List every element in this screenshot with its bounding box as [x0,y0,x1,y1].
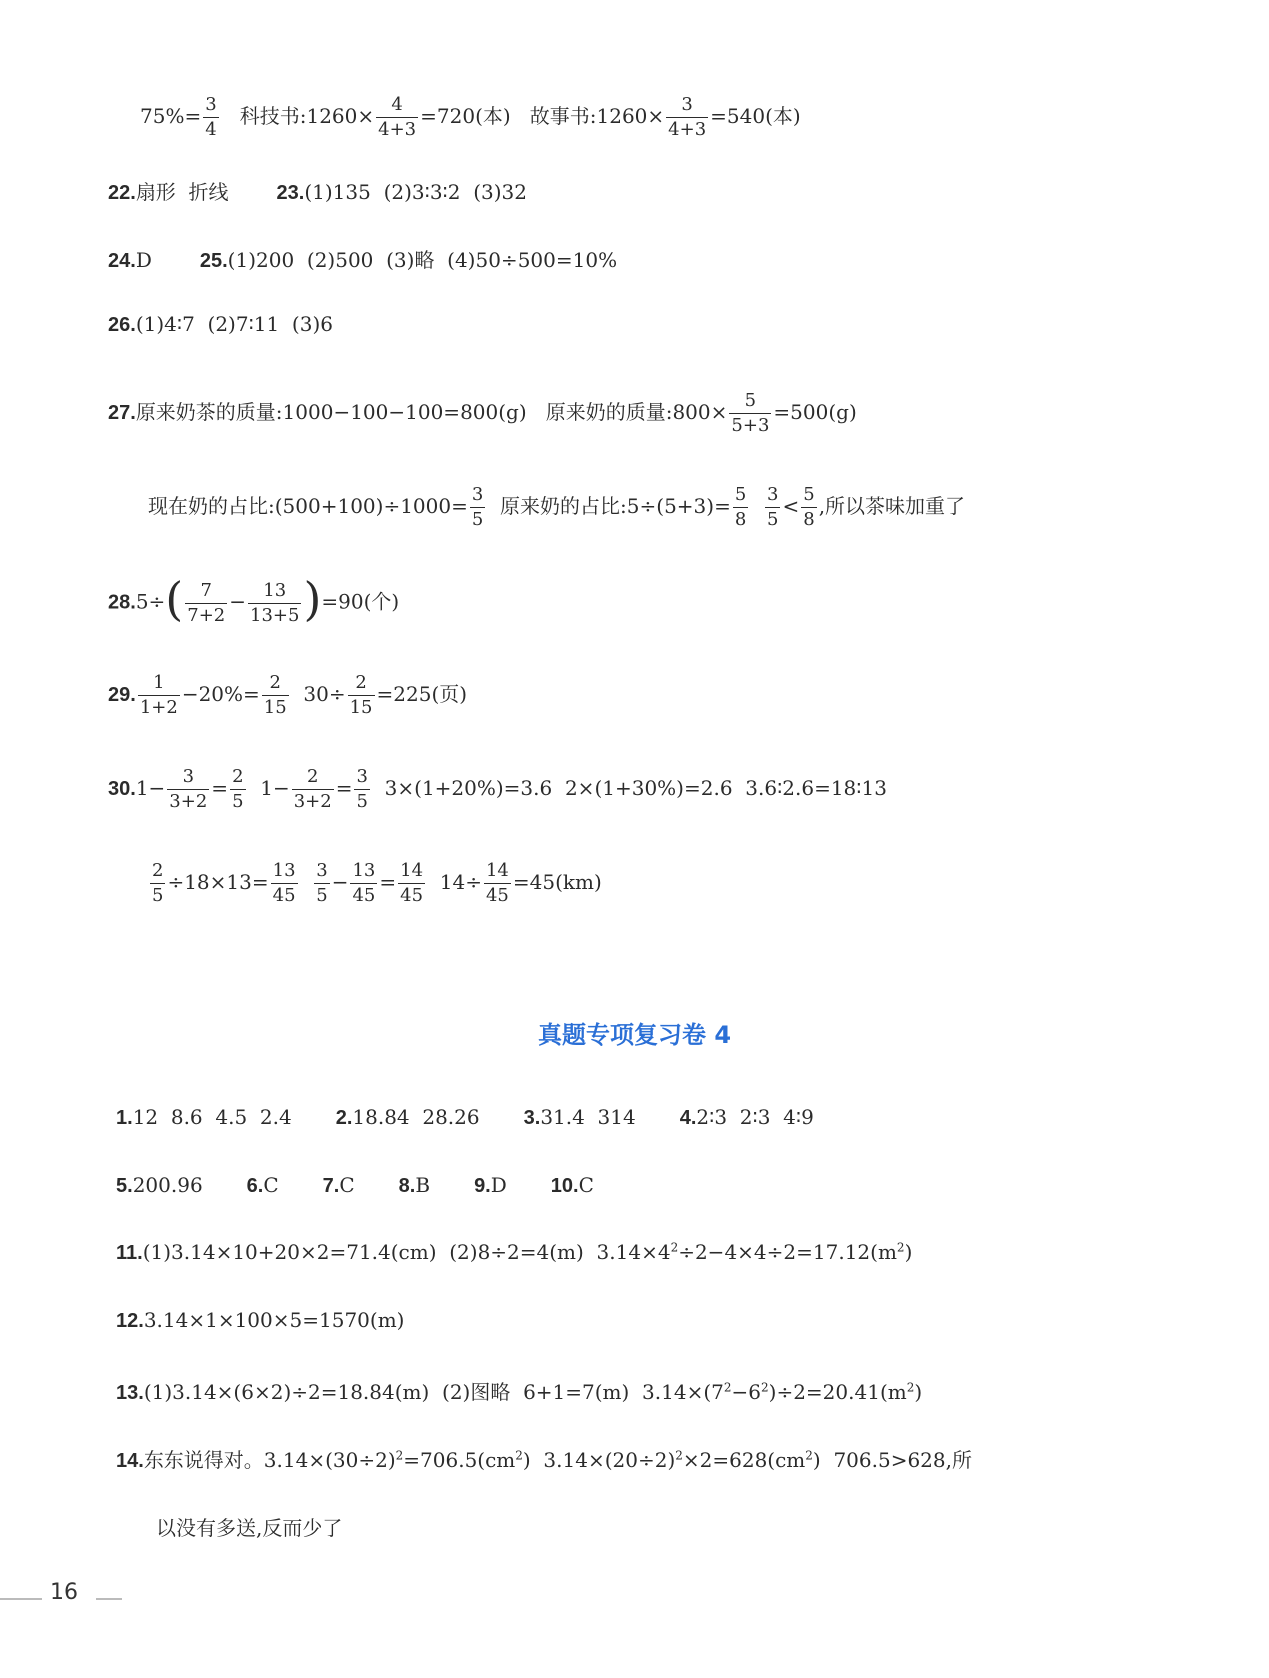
answer-text: ) 3.14×(20÷2) [522,1448,676,1472]
denominator: 45 [272,885,296,906]
answer-line [116,1173,594,1198]
numerator: 5 [744,390,757,411]
superscript: 2 [723,1380,732,1395]
answer-text: ) [904,1240,913,1264]
question-number: 2. [335,1107,353,1129]
denominator: 5 [152,885,164,906]
large-parenthesis: ) [303,572,322,626]
answer-text: −20%= [181,682,260,706]
superscript: 2 [670,1240,679,1255]
fraction [470,486,485,529]
answer-text: C [263,1173,279,1197]
denominator: 13+5 [250,604,300,626]
answer-text: 30÷ [290,682,346,706]
superscript: 2 [906,1380,915,1395]
fraction [230,768,245,811]
denominator: 4+3 [668,119,707,140]
answer-text: 现在奶的占比:(500+100)÷1000= [148,494,468,518]
fraction [801,486,816,529]
answer-text: =90(个) [321,589,400,614]
numerator: 2 [355,672,367,693]
numerator: 5 [803,484,815,505]
question-number: 12. [116,1310,144,1332]
answer-line [108,176,527,205]
numerator: 2 [269,672,281,693]
answer-text [750,494,763,518]
answer-text: 14÷ [427,870,482,894]
denominator: 5 [232,791,244,812]
answer-text: 原来奶茶的质量:1000−100−100=800(g) 原来奶的质量:800× [135,400,728,424]
answer-text: D [135,248,152,272]
numerator: 4 [391,94,403,115]
answer-text: 5÷ [135,589,166,614]
fraction [729,392,771,435]
answer-text [300,870,313,894]
superscript: 2 [395,1448,404,1463]
answer-line [108,312,333,337]
numerator: 3 [182,766,195,787]
question-number: 27. [108,402,136,424]
answer-text: 原来奶的占比:5÷(5+3)= [487,494,731,518]
answer-text: 31.4 314 [540,1105,636,1129]
fraction [271,862,298,905]
answer-text: − [331,870,349,894]
numerator: 3 [205,94,217,115]
answer-line [108,768,887,811]
question-number: 30. [108,778,136,800]
denominator: 8 [734,509,747,530]
question-number: 1. [116,1107,133,1129]
question-number: 10. [550,1175,579,1197]
answer-text: = [211,776,229,800]
fraction [765,486,780,529]
answer-text: D [490,1173,507,1197]
answer-text: =45(km) [512,870,602,894]
answer-line [108,244,617,273]
answer-text: −6 [731,1380,761,1404]
answer-text: =540(本) [710,104,801,128]
answer-text: 3×(1+20%)=3.6 2×(1+30%)=2.6 3.6∶2.6=18∶13 [371,776,887,800]
answer-text: 18.84 28.26 [352,1105,480,1129]
section-title: 真题专项复习卷 4 [537,1021,732,1049]
answer-text: 200.96 [132,1173,203,1197]
fraction [138,674,180,717]
answer-text: =720(本) [420,104,511,128]
fraction [376,96,418,139]
answer-text: 2∶3 2∶3 4∶9 [696,1105,814,1129]
numerator: 3 [316,860,328,881]
left-rule [0,1598,42,1600]
answer-text: 扇形 折线 [135,180,229,204]
answer-text: 3.14×1×100×5=1570(m) [143,1308,405,1332]
answer-text: 1− [247,776,290,800]
question-number: 9. [474,1175,491,1197]
fraction [348,674,375,717]
answer-line [140,96,801,139]
denominator: 8 [803,509,815,530]
answer-line [148,486,965,529]
answer-text: ,所以茶味加重了 [818,494,966,518]
answer-text: − [229,589,247,614]
answer-line [116,1444,972,1473]
numerator: 13 [263,579,287,601]
answer-text: ÷18×13= [167,870,269,894]
fraction [314,862,329,905]
answer-text: ) 706.5>628,所 [812,1448,972,1472]
numerator: 14 [400,860,424,881]
numerator: 13 [352,860,376,881]
denominator: 3+2 [293,791,332,812]
superscript: 2 [515,1448,523,1463]
denominator: 7+2 [187,604,226,626]
numerator: 14 [485,860,509,881]
answer-line [116,1240,912,1265]
answer-text: (1)3.14×(6×2)÷2=18.84(m) (2)图略 6+1=7(m) 3.14×(7 [143,1380,724,1404]
denominator: 15 [349,697,373,718]
numerator: 2 [306,766,319,787]
question-number: 7. [322,1175,340,1197]
question-number: 23. [276,182,305,204]
question-number: 26. [108,314,136,336]
answer-text: 科技书:1260× [220,104,375,128]
answer-line [156,1512,342,1541]
denominator: 5+3 [731,415,770,436]
denominator: 4+3 [378,119,417,140]
large-parenthesis: ( [165,572,184,626]
question-number: 13. [116,1382,144,1404]
denominator: 5 [356,791,368,812]
denominator: 15 [263,697,287,718]
fraction [203,96,218,139]
question-number: 25. [199,250,228,272]
fraction [185,579,227,626]
denominator: 5 [767,509,779,530]
numerator: 5 [734,484,747,505]
answer-line [116,1308,404,1333]
answer-text: = [335,776,353,800]
answer-text: (1)200 (2)500 (3)略 (4)50÷500=10% [227,248,618,272]
numerator: 2 [152,860,164,881]
answer-line [116,1376,922,1405]
denominator: 1+2 [139,697,178,718]
superscript: 2 [675,1448,683,1463]
answer-text: = [379,870,397,894]
superscript: 2 [805,1448,813,1463]
answer-text: ×2=628(cm [682,1448,806,1472]
fraction [262,674,289,717]
answer-text: 以没有多送,反而少了 [156,1516,343,1540]
answer-text: B [415,1173,431,1197]
fraction [354,768,369,811]
answer-text: C [578,1173,594,1197]
numerator: 2 [232,766,244,787]
denominator: 45 [352,885,376,906]
page-number: 16 [50,1580,78,1605]
numerator: 3 [681,94,693,115]
answer-text: ÷2−4×4÷2=17.12(m [678,1240,897,1264]
denominator: 5 [316,885,328,906]
denominator: 3+2 [169,791,208,812]
question-number: 4. [679,1107,697,1129]
answer-line [108,392,857,435]
answer-text: )÷2=20.41(m [768,1380,907,1404]
answer-text: =706.5(cm [403,1448,516,1472]
question-number: 29. [108,684,136,706]
question-number: 14. [116,1450,144,1472]
fraction [248,579,301,626]
numerator: 3 [471,484,484,505]
answer-text: 故事书:1260× [510,104,665,128]
fraction [398,862,425,905]
answer-line [108,674,467,717]
fraction [350,862,377,905]
fraction [484,862,511,905]
right-rule [96,1598,122,1600]
denominator: 45 [485,885,509,906]
fraction [292,768,334,811]
superscript: 2 [761,1380,769,1395]
answer-text: 12 8.6 4.5 2.4 [132,1105,292,1129]
answer-text: < [782,494,800,518]
answer-text: 东东说得对。3.14×(30÷2) [143,1448,396,1472]
fraction [666,96,708,139]
denominator: 45 [400,885,424,906]
answer-text: 1− [135,776,166,800]
answer-text: (1)4∶7 (2)7∶11 (3)6 [135,312,333,336]
fraction [150,862,165,905]
denominator: 5 [471,509,484,530]
answer-text: (1)3.14×10+20×2=71.4(cm) (2)8÷2=4(m) 3.14×4 [142,1240,671,1264]
answer-line [116,1105,814,1130]
answer-line [148,862,602,905]
numerator: 7 [200,579,212,601]
answer-text: 75%= [140,104,202,128]
question-number: 5. [116,1175,133,1197]
answer-text: =500(g) [773,400,857,424]
answer-text: C [339,1173,355,1197]
question-number: 24. [108,250,136,272]
numerator: 1 [153,672,165,693]
question-number: 3. [523,1107,541,1129]
question-number: 22. [108,182,136,204]
question-number: 11. [116,1242,143,1264]
denominator: 4 [205,119,217,140]
answer-text: (1)135 (2)3∶3∶2 (3)32 [304,180,527,204]
answer-text: =225(页) [376,682,468,706]
fraction [167,768,209,811]
answer-line [108,572,400,626]
question-number: 6. [246,1175,264,1197]
fraction [733,486,748,529]
numerator: 3 [356,766,368,787]
question-number: 8. [398,1175,416,1197]
superscript: 2 [896,1240,905,1255]
question-number: 28. [108,591,136,614]
numerator: 3 [767,484,779,505]
numerator: 13 [272,860,296,881]
answer-text: ) [914,1380,923,1404]
